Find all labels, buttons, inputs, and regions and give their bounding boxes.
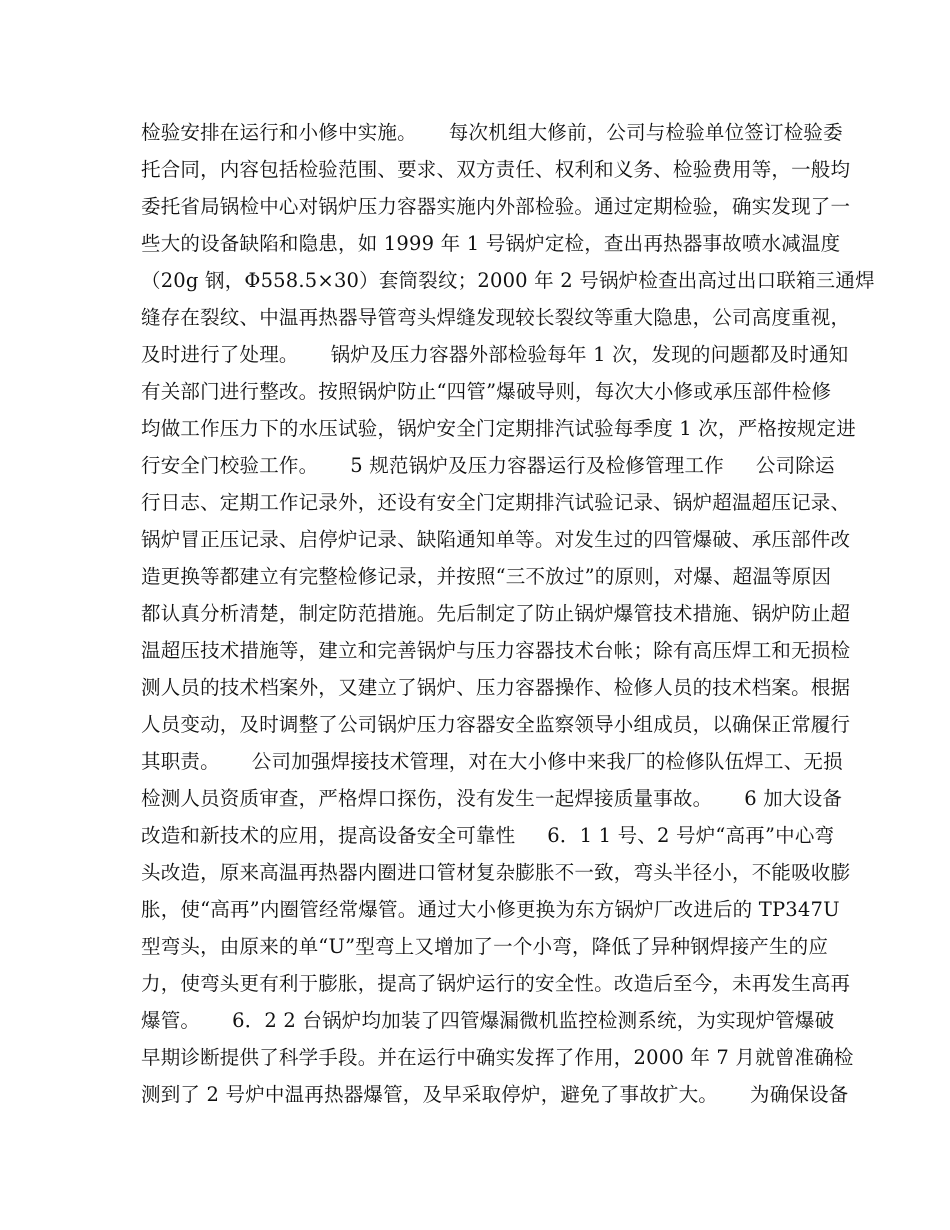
- text-line: 都认真分析清楚，制定防范措施。先后制定了防止锅炉爆管技术措施、锅炉防止超: [141, 602, 851, 625]
- text-line: 爆管。 6．2 2 台锅炉均加装了四管爆漏微机监控检测系统，为实现炉管爆破: [141, 1009, 835, 1032]
- text-line: 胀，使“高再”内圈管经常爆管。通过大小修更换为东方锅炉厂改进后的 TP347U: [141, 898, 840, 921]
- text-line: 及时进行了处理。 锅炉及压力容器外部检验每年 1 次，发现的问题都及时通知: [141, 343, 849, 366]
- text-line: 缝存在裂纹、中温再热器导管弯头焊缝发现较长裂纹等重大隐患，公司高度重视，: [141, 306, 851, 329]
- text-line: 均做工作压力下的水压试验，锅炉安全门定期排汽试验每季度 1 次，严格按规定进: [141, 417, 856, 440]
- text-line: 托合同，内容包括检验范围、要求、双方责任、权利和义务、检验费用等，一般均: [141, 158, 851, 181]
- text-line: 锅炉冒正压记录、启停炉记录、缺陷通知单等。对发生过的四管爆破、承压部件改: [141, 528, 851, 551]
- text-line: 检测人员资质审查，严格焊口探伤，没有发生一起焊接质量事故。 6 加大设备: [141, 787, 843, 810]
- text-line: 改造和新技术的应用，提高设备安全可靠性 6．1 1 号、2 号炉“高再”中心弯: [141, 824, 835, 847]
- text-line: 早期诊断提供了科学手段。并在运行中确实发挥了作用，2000 年 7 月就曾准确检: [141, 1046, 854, 1069]
- text-line: 型弯头，由原来的单“U”型弯上又增加了一个小弯，降低了异种钢焊接产生的应: [141, 935, 829, 958]
- text-line: 测人员的技术档案外，又建立了锅炉、压力容器操作、检修人员的技术档案。根据: [141, 676, 851, 699]
- text-line: 些大的设备缺陷和隐患，如 1999 年 1 号锅炉定检，查出再热器事故喷水减温度: [141, 232, 841, 255]
- body-text: [141, 114, 875, 1113]
- text-line: 人员变动，及时调整了公司锅炉压力容器安全监察领导小组成员，以确保正常履行: [141, 713, 851, 736]
- text-line: 检验安排在运行和小修中实施。 每次机组大修前，公司与检验单位签订检验委: [141, 121, 843, 144]
- text-line: 力，使弯头更有利于膨胀，提高了锅炉运行的安全性。改造后至今，未再发生高再: [141, 972, 851, 995]
- text-line: 头改造，原来高温再热器内圈进口管材复杂膨胀不一致，弯头半径小，不能吸收膨: [141, 861, 851, 884]
- text-line: 测到了 2 号炉中温再热器爆管，及早采取停炉，避免了事故扩大。 为确保设备: [141, 1083, 849, 1106]
- text-line: 委托省局锅检中心对锅炉压力容器实施内外部检验。通过定期检验，确实发现了一: [141, 195, 851, 218]
- text-line: 造更换等都建立有完整检修记录，并按照“三不放过”的原则，对爆、超温等原因: [141, 565, 832, 588]
- text-line: 有关部门进行整改。按照锅炉防止“四管”爆破导则，每次大小修或承压部件检修: [141, 380, 832, 403]
- text-line: 其职责。 公司加强焊接技术管理，对在大小修中来我厂的检修队伍焊工、无损: [141, 750, 843, 773]
- text-line: 行日志、定期工作记录外，还设有安全门定期排汽试验记录、锅炉超温超压记录、: [141, 491, 851, 514]
- text-line: 温超压技术措施等，建立和完善锅炉与压力容器技术台帐；除有高压焊工和无损检: [141, 639, 851, 662]
- text-line: 行安全门校验工作。 5 规范锅炉及压力容器运行及检修管理工作 公司除运: [141, 454, 835, 477]
- text-line: （20g 钢，Φ558.5×30）套筒裂纹；2000 年 2 号锅炉检查出高过出口联箱三通焊: [141, 269, 875, 292]
